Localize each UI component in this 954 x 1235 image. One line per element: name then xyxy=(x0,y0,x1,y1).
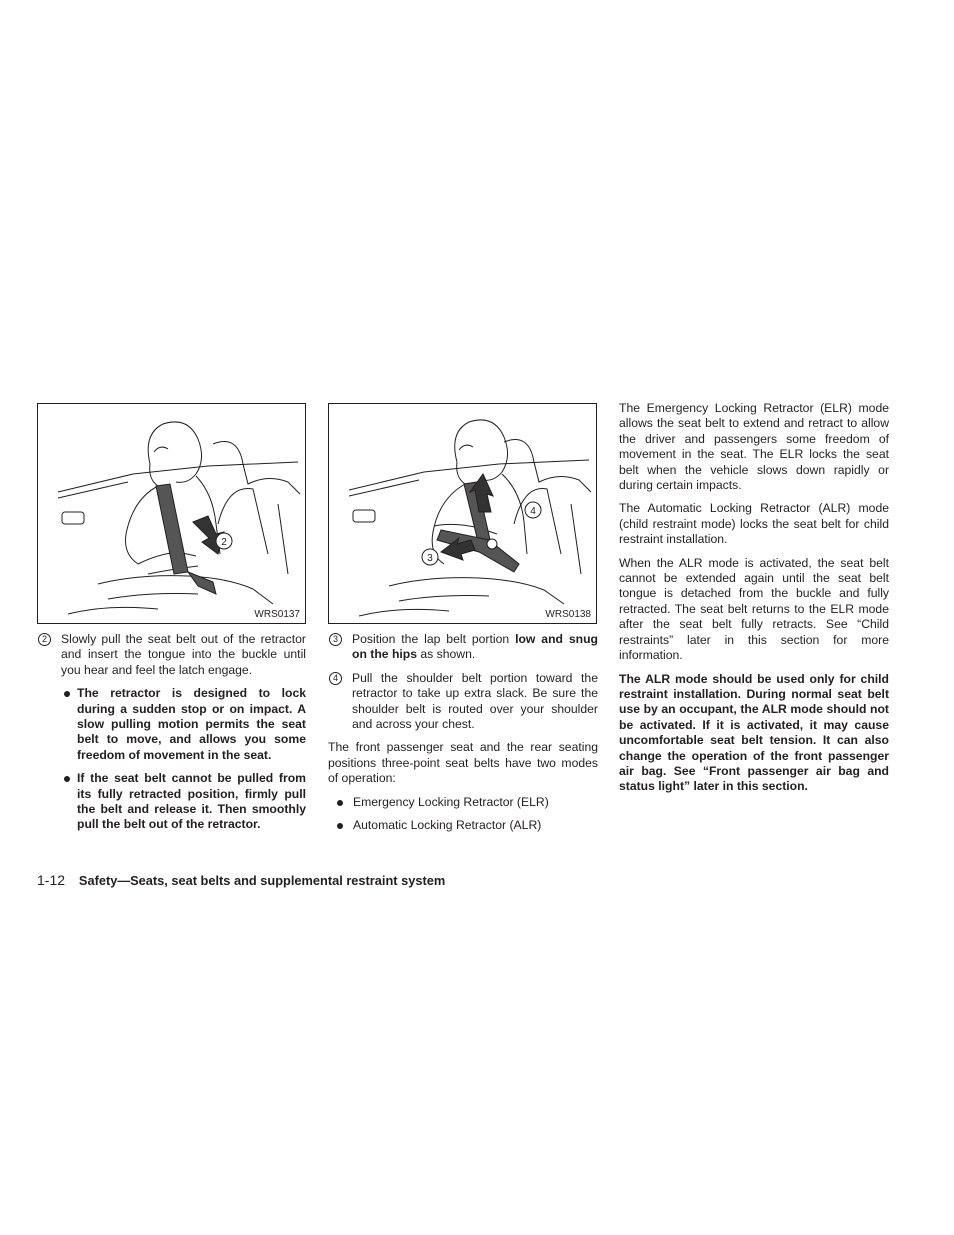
column-left xyxy=(37,403,306,833)
step-3-text-pre: Position the lap belt portion xyxy=(352,632,516,646)
seatbelt-insert-illustration xyxy=(38,404,305,623)
page-footer xyxy=(37,872,445,889)
lap-belt-illustration xyxy=(329,404,596,623)
alr-activation-paragraph: When the ALR mode is activated, the seat belt cannot be extended again until the seat belt tongue is detached from the buckle and fully retracted. The seat belt returns to the ELR mode after the seat belt fully retracts. See “Child restraints” later in this section for more information. xyxy=(619,555,889,663)
bullet-retractor-lock xyxy=(37,686,306,763)
step-2 xyxy=(37,632,306,678)
step-number-2: 2 xyxy=(38,633,51,646)
figure-lap-shoulder-belt xyxy=(328,403,597,624)
figure-id: WRS0138 xyxy=(545,609,591,620)
step-3-text-post: as shown. xyxy=(417,647,476,662)
bullet-dot xyxy=(337,823,343,829)
step-3 xyxy=(328,632,598,663)
step-number-3: 3 xyxy=(329,633,342,646)
bullet-dot xyxy=(64,691,70,697)
bullet-text: If the seat belt cannot be pulled from its fully retracted position, firmly pull the belt and release it. Then smoothly pull the belt out of the retractor. xyxy=(77,771,306,832)
alr-paragraph: The Automatic Locking Retractor (ALR) mode (child restraint mode) locks the seat belt for child restraint installation. xyxy=(619,501,889,547)
mode-elr xyxy=(328,795,598,810)
step-2-text: Slowly pull the seat belt out of the retractor and insert the tongue into the buckle until you hear and feel the latch engage. xyxy=(61,632,306,677)
step-4 xyxy=(328,671,598,733)
section-title: Safety—Seats, seat belts and supplemental restraint system xyxy=(78,873,446,888)
bullet-text: The retractor is designed to lock during a sudden stop or on impact. A slow pulling motion permits the seat belt to move, and allows you some freedom of movement in the seat. xyxy=(77,686,306,762)
mode-text: Emergency Locking Retractor (ELR) xyxy=(353,794,549,809)
figure-seatbelt-pull xyxy=(37,403,306,624)
step-number-4: 4 xyxy=(329,672,342,685)
elr-paragraph: The Emergency Locking Retractor (ELR) mode allows the seat belt to extend and retract to allow the driver and passengers some freedom of movement in the seat. The ELR locks the seat belt when the vehicle slows down rapidly or during certain impacts. xyxy=(619,401,889,493)
mode-alr xyxy=(328,818,598,833)
bullet-dot xyxy=(64,776,70,782)
column-right xyxy=(619,401,889,803)
callout-4: 4 xyxy=(530,506,536,517)
callout-3: 3 xyxy=(427,553,433,564)
column-middle xyxy=(328,403,598,833)
step-4-text: Pull the shoulder belt portion toward the retractor to take up extra slack. Be sure the shoulder belt is routed over your shoulder and across your chest. xyxy=(352,670,598,732)
alr-warning: The ALR mode should be used only for child restraint installation. During normal seat belt use by an occupant, the ALR mode should not be activated. If it is activated, it may cause uncomfortable seat belt tension. It can also change the operation of the front passenger air bag. See “Front passenger air bag and status light” later in this section. xyxy=(619,671,889,794)
step-3-text-bold: low and snug on the hips xyxy=(352,632,598,662)
bullet-dot xyxy=(337,800,343,806)
callout-2: 2 xyxy=(221,537,227,548)
bullet-fully-retracted xyxy=(37,771,306,833)
mode-text: Automatic Locking Retractor (ALR) xyxy=(353,818,542,833)
figure-id: WRS0137 xyxy=(254,609,300,620)
page-number: 1-12 xyxy=(37,872,66,888)
modes-intro: The front passenger seat and the rear seating positions three-point seat belts have two modes of operation: xyxy=(328,740,598,786)
